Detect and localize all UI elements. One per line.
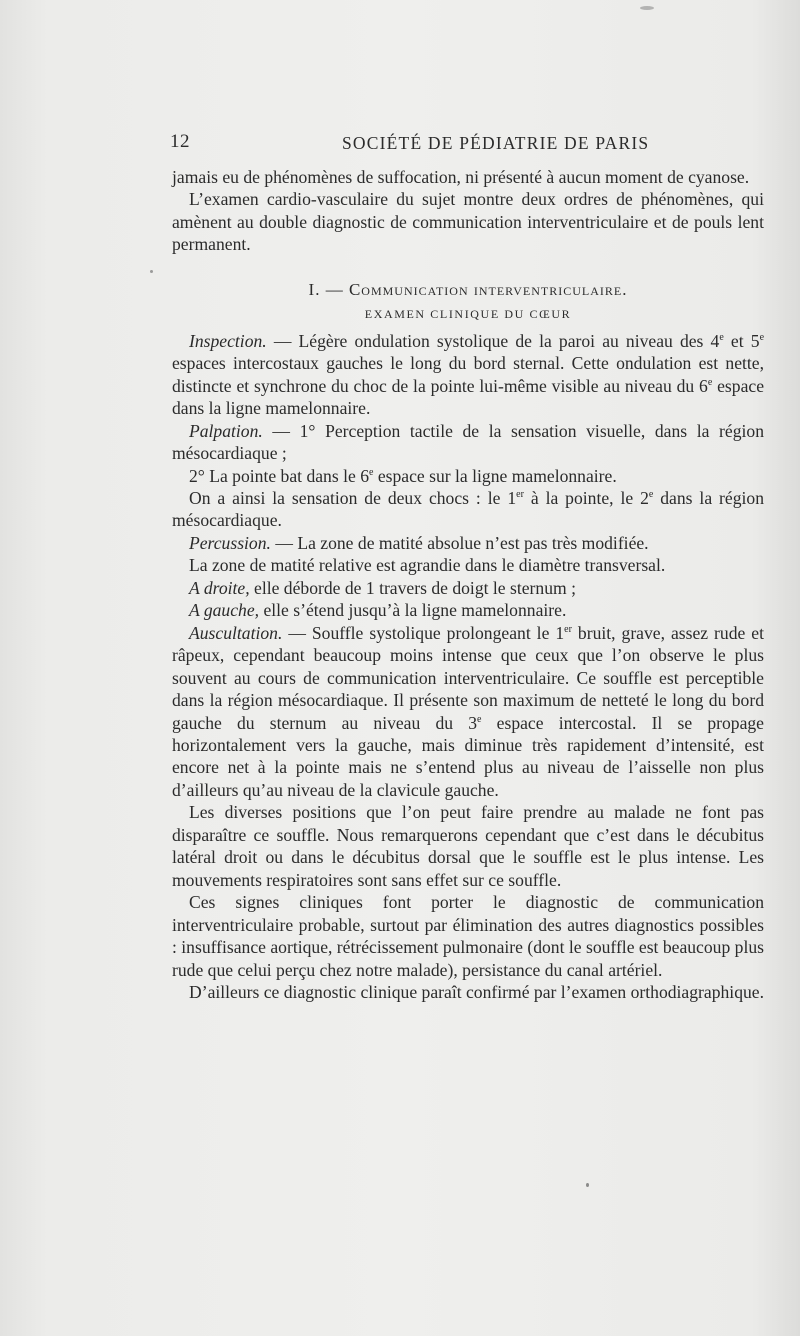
inspection-lead: Inspection.: [189, 330, 267, 351]
paragraph-percussion: [172, 532, 764, 554]
inspection-text: — Légère ondulation systolique de la paroi au niveau des 4e et 5e espaces intercostaux gauches le long du bord sternal. Cette ondulation est nette, distincte et synchrone du choc de la pointe lui-même visible au niveau du 6e espace dans la ligne mamelonnaire.: [172, 330, 765, 419]
paragraph-droite: [172, 577, 764, 599]
paragraph-positions: Les diverses positions que l’on peut faire prendre au malade ne font pas disparaître ce souffle. Nous remarquerons cependant que c’est dans le décubitus latéral droit ou dans le décubitus dorsal que le souffle est le plus intense. Les mouvements respiratoires sont sans effet sur ce souffle.: [172, 802, 764, 890]
auscultation-text: — Souffle systolique prolongeant le 1er bruit, grave, assez rude et râpeux, cependant beaucoup moins intense que ceux que l’on observe le plus souvent au cours de communication interventriculaire. Ce souffle est perceptible dans la région mésocardiaque. Il présente son maximum de netteté le long du bord gauche du sternum au niveau du 3e espace intercostal. Il se propage horizontalement vers la gauche, mais diminue très rapidement d’intensité, est encore net à la pointe mais ne s’entend plus au niveau de l’aisselle non plus d’ailleurs qu’au niveau de la clavicule gauche.: [172, 622, 764, 800]
droite-lead: A droite,: [189, 577, 250, 598]
paragraph-palpation-2: 2° La pointe bat dans le 6e espace sur la ligne mamelonnaire.: [189, 465, 617, 486]
auscultation-lead: Auscultation.: [189, 622, 283, 643]
scan-speck: [640, 6, 654, 10]
paragraph-auscultation: [172, 622, 764, 802]
body-text: [172, 166, 764, 1003]
percussion-text: — La zone de matité absolue n’est pas très modifiée.: [270, 532, 649, 553]
running-title: SOCIÉTÉ DE PÉDIATRIE DE PARIS: [342, 133, 650, 153]
paragraph-gauche: [172, 599, 764, 621]
paragraph-matite-relative: La zone de matité relative est agrandie dans le diamètre transversal.: [189, 555, 666, 576]
subsection-heading: EXAMEN CLINIQUE DU CŒUR: [364, 306, 572, 321]
paragraph-signes: Ces signes cliniques font porter le diagnostic de communication interventriculaire probable, surtout par élimination des autres diagnostics possibles : insuffisance aortique, rétrécissement pulmonaire (dont le souffle est beaucoup plus rude que celui perçu chez notre malade), persistance du canal artériel.: [172, 892, 764, 980]
paragraph-inspection: [172, 330, 764, 420]
page-number: 12: [170, 131, 190, 152]
scan-speck: [150, 270, 153, 273]
gauche-text: elle s’étend jusqu’à la ligne mamelonnaire.: [259, 600, 567, 621]
paragraph-palpation: [172, 420, 764, 465]
palpation-text: — 1° Perception tactile de la sensation visuelle, dans la région mésocardiaque ;: [172, 420, 764, 464]
running-head: [170, 131, 760, 155]
droite-text: elle déborde de 1 travers de doigt le sternum ;: [249, 577, 576, 598]
percussion-lead: Percussion.: [189, 532, 271, 553]
scan-speck: [586, 1183, 589, 1187]
palpation-lead: Palpation.: [189, 420, 263, 441]
paragraph-continuation: jamais eu de phénomènes de suffocation, ni présenté à aucun moment de cyanose.: [172, 167, 750, 187]
paragraph-ailleurs: D’ailleurs ce diagnostic clinique paraît confirmé par l’examen orthodiagraphique.: [189, 981, 764, 1002]
section-heading: I. — Communication interventriculaire.: [308, 279, 628, 299]
paragraph-examen: L’examen cardio-vasculaire du sujet montre deux ordres de phénomènes, qui amènent au double diagnostic de communication interventriculaire et de pouls lent permanent.: [172, 189, 764, 255]
paragraph-chocs: On a ainsi la sensation de deux chocs : le 1er à la pointe, le 2e dans la région mésocardiaque.: [172, 487, 764, 531]
gauche-lead: A gauche,: [189, 600, 260, 621]
